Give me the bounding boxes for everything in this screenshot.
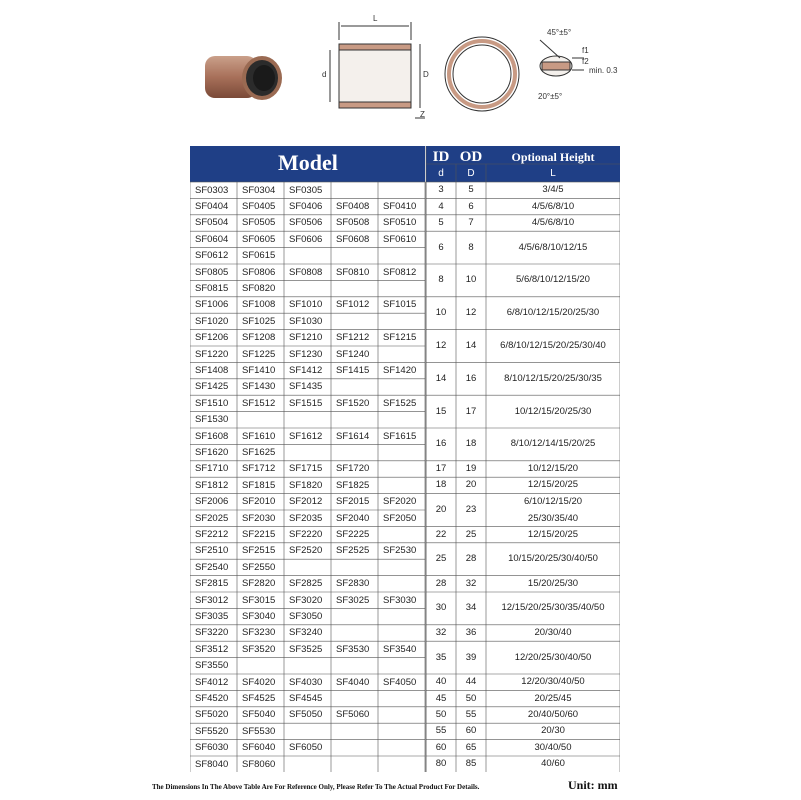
- model-cell: SF1430: [242, 381, 276, 393]
- model-cell: SF1712: [242, 463, 276, 475]
- model-cell: SF4520: [195, 692, 229, 704]
- od-cell: 50: [465, 692, 477, 704]
- model-cell: SF1825: [336, 479, 370, 491]
- id-cell: 40: [435, 676, 447, 688]
- model-cell: SF1410: [242, 364, 276, 376]
- height-cell: 15/20/25/30: [527, 577, 579, 589]
- model-cell: SF0612: [195, 250, 229, 262]
- id-cell: 4: [438, 200, 444, 212]
- od-cell: 23: [465, 504, 477, 515]
- model-cell: SF1210: [289, 332, 323, 344]
- model-cell: SF0805: [195, 266, 229, 278]
- model-cell: SF3015: [242, 594, 276, 606]
- model-cell: SF3020: [289, 594, 323, 606]
- model-cell: SF0305: [289, 184, 323, 196]
- model-cell: SF0510: [383, 217, 417, 229]
- model-cell: SF1608: [195, 430, 229, 442]
- front-view-drawing: [445, 37, 519, 111]
- model-cell: SF5520: [195, 725, 229, 737]
- bushing-drawings: [0, 0, 801, 140]
- model-cell: SF5020: [195, 709, 229, 721]
- dimension-label-L: L: [373, 14, 378, 23]
- model-cell: SF1512: [242, 397, 276, 409]
- height-cell: 20/25/45: [534, 692, 572, 704]
- model-cell: SF0606: [289, 233, 323, 245]
- height-cell: 3/4/5: [542, 184, 564, 196]
- model-cell: SF3512: [195, 643, 229, 655]
- model-cell: SF6040: [242, 742, 276, 754]
- model-cell: SF1215: [383, 332, 417, 344]
- chamfer-angle-bottom: 20°±5°: [538, 92, 563, 101]
- od-cell: 20: [465, 479, 477, 491]
- model-cell: SF1812: [195, 479, 229, 491]
- id-cell: 5: [438, 217, 444, 228]
- model-cell: SF2550: [242, 561, 276, 573]
- model-cell: SF4040: [336, 676, 370, 688]
- od-cell: 8: [468, 241, 474, 253]
- model-cell: SF6050: [289, 742, 323, 754]
- subheader-L: L: [550, 168, 556, 179]
- model-cell: SF3035: [195, 610, 229, 622]
- model-cell: SF4545: [289, 692, 323, 704]
- model-cell: SF0406: [289, 200, 323, 212]
- model-cell: SF0303: [195, 184, 229, 196]
- model-cell: SF1212: [336, 332, 370, 344]
- height-cell: 25/30/35/40: [527, 512, 579, 524]
- od-cell: 28: [465, 553, 477, 565]
- height-cell: 12/15/20/25: [527, 528, 579, 540]
- od-cell: 18: [465, 438, 477, 450]
- model-cell: SF2520: [289, 545, 323, 557]
- model-cell: SF1420: [383, 364, 417, 376]
- model-cell: SF0404: [195, 200, 229, 212]
- chamfer-detail-drawing: [540, 40, 584, 76]
- model-cell: SF2212: [195, 528, 229, 540]
- id-cell: 25: [435, 553, 447, 565]
- model-cell: SF8040: [195, 758, 229, 770]
- model-cell: SF2530: [383, 545, 417, 557]
- model-cell: SF5530: [242, 725, 276, 737]
- model-cell: SF1610: [242, 430, 276, 442]
- od-cell: 17: [465, 405, 477, 417]
- od-cell: 5: [468, 184, 474, 196]
- model-cell: SF1815: [242, 479, 276, 491]
- height-cell: 6/10/12/15/20: [523, 496, 583, 508]
- model-cell: SF0405: [242, 200, 276, 212]
- od-cell: 7: [468, 217, 474, 228]
- height-cell: 10/15/20/25/30/40/50: [508, 553, 598, 565]
- id-cell: 80: [435, 758, 447, 770]
- id-cell: 22: [435, 528, 447, 540]
- model-cell: SF2825: [289, 578, 323, 590]
- model-cell: SF1425: [195, 381, 229, 393]
- model-cell: SF4030: [289, 676, 323, 688]
- model-cell: SF1206: [195, 332, 229, 344]
- model-cell: SF0408: [336, 200, 370, 212]
- model-cell: SF1240: [336, 348, 370, 360]
- model-cell: SF0806: [242, 266, 276, 278]
- model-cell: SF3230: [242, 627, 276, 639]
- height-cell: 5/6/8/10/12/15/20: [516, 274, 590, 286]
- model-cell: SF2030: [242, 512, 276, 524]
- min-thickness-label: min. 0.3: [589, 66, 618, 75]
- height-cell: 20/30/40: [534, 627, 572, 638]
- model-cell: SF8060: [242, 758, 276, 770]
- model-cell: SF1220: [195, 348, 229, 360]
- id-cell: 28: [435, 577, 447, 589]
- model-cell: SF1006: [195, 299, 229, 311]
- id-cell: 20: [435, 504, 447, 515]
- model-cell: SF3525: [289, 643, 323, 655]
- model-cell: SF1208: [242, 332, 276, 344]
- od-cell: 55: [465, 709, 477, 720]
- model-cell: SF1720: [336, 463, 370, 475]
- height-cell: 10/12/15/20/25/30: [514, 405, 592, 417]
- model-cell: SF3540: [383, 643, 417, 655]
- height-cell: 12/15/20/25/30/35/40/50: [501, 602, 605, 614]
- dimension-label-d: d: [322, 70, 327, 79]
- id-cell: 14: [435, 372, 447, 384]
- f1-label: f1: [582, 46, 589, 55]
- model-cell: SF2015: [336, 496, 370, 508]
- header-optional-height: Optional Height: [511, 150, 595, 164]
- footer-note: The Dimensions In The Above Table Are For Reference Only, Please Refer To The Actual Product For Details.: [152, 783, 480, 791]
- model-cell: SF1412: [289, 364, 323, 376]
- drawing-area: [0, 0, 801, 140]
- model-cell: SF0410: [383, 200, 417, 212]
- model-cell: SF4012: [195, 676, 229, 688]
- od-cell: 65: [465, 741, 477, 753]
- od-cell: 32: [465, 577, 477, 589]
- bushing-photo: [205, 56, 282, 100]
- height-cell: 20/30: [541, 725, 565, 737]
- model-cell: SF0508: [336, 217, 370, 229]
- model-cell: SF1225: [242, 348, 276, 360]
- model-cell: SF1435: [289, 381, 323, 393]
- model-cell: SF6030: [195, 742, 229, 754]
- id-cell: 32: [435, 627, 447, 638]
- dimension-label-z: Z: [420, 110, 425, 119]
- model-cell: SF1620: [195, 446, 229, 458]
- model-cell: SF3530: [336, 643, 370, 655]
- header-od: OD: [459, 149, 483, 165]
- od-cell: 36: [465, 627, 477, 638]
- model-cell: SF3050: [289, 610, 323, 622]
- od-cell: 39: [465, 651, 477, 663]
- model-cell: SF4525: [242, 692, 276, 704]
- id-cell: 12: [435, 340, 447, 351]
- model-cell: SF1025: [242, 315, 276, 327]
- model-cell: SF1520: [336, 397, 370, 409]
- model-cell: SF2540: [195, 561, 229, 573]
- model-cell: SF0304: [242, 184, 276, 196]
- model-cell: SF0610: [383, 233, 417, 245]
- height-cell: 8/10/12/14/15/20/25: [510, 438, 596, 450]
- model-cell: SF5060: [336, 709, 370, 721]
- model-cell: SF2515: [242, 545, 276, 557]
- model-cell: SF1710: [195, 463, 229, 475]
- model-cell: SF0506: [289, 217, 323, 229]
- model-cell: SF3012: [195, 594, 229, 606]
- height-cell: 40/60: [541, 758, 565, 770]
- id-cell: 6: [438, 241, 444, 253]
- id-cell: 55: [435, 725, 447, 737]
- id-cell: 17: [435, 463, 447, 474]
- height-cell: 10/12/15/20: [527, 463, 579, 474]
- height-cell: 12/15/20/25: [527, 479, 579, 491]
- model-cell: SF0504: [195, 217, 229, 229]
- od-cell: 25: [465, 528, 477, 540]
- model-cell: SF5040: [242, 709, 276, 721]
- height-cell: 12/20/25/30/40/50: [514, 651, 592, 663]
- f2-label: f2: [582, 57, 589, 66]
- model-cell: SF2035: [289, 512, 323, 524]
- header-model: Model: [278, 150, 338, 175]
- height-cell: 4/5/6/8/10/12/15: [518, 241, 588, 253]
- model-cell: SF4050: [383, 676, 417, 688]
- model-cell: SF1525: [383, 397, 417, 409]
- od-cell: 16: [465, 372, 477, 384]
- model-cell: SF2020: [383, 496, 417, 508]
- model-cell: SF2010: [242, 496, 276, 508]
- od-cell: 34: [465, 602, 477, 614]
- unit-label: Unit: mm: [568, 778, 618, 792]
- model-cell: SF2830: [336, 578, 370, 590]
- model-cell: SF3040: [242, 610, 276, 622]
- model-cell: SF0608: [336, 233, 370, 245]
- model-cell: SF1515: [289, 397, 323, 409]
- id-cell: 10: [435, 307, 447, 319]
- model-cell: SF2815: [195, 578, 229, 590]
- model-cell: SF0820: [242, 282, 276, 294]
- specification-table: [190, 146, 620, 772]
- model-cell: SF1015: [383, 299, 417, 311]
- id-cell: 18: [435, 479, 447, 491]
- id-cell: 60: [435, 741, 447, 753]
- side-view-drawing: [330, 22, 425, 118]
- height-cell: 6/8/10/12/15/20/25/30: [506, 307, 600, 319]
- model-cell: SF3520: [242, 643, 276, 655]
- chamfer-angle-top: 45°±5°: [547, 28, 572, 37]
- model-cell: SF1020: [195, 315, 229, 327]
- model-cell: SF1510: [195, 397, 229, 409]
- height-cell: 4/5/6/8/10: [531, 200, 575, 212]
- id-cell: 50: [435, 709, 447, 720]
- model-cell: SF0812: [383, 266, 417, 278]
- model-cell: SF2225: [336, 528, 370, 540]
- model-cell: SF1530: [195, 414, 229, 426]
- height-cell: 12/20/30/40/50: [521, 676, 585, 688]
- id-cell: 45: [435, 692, 447, 704]
- id-cell: 30: [435, 602, 447, 614]
- od-cell: 6: [468, 200, 474, 212]
- model-cell: SF0810: [336, 266, 370, 278]
- od-cell: 12: [465, 307, 477, 319]
- model-cell: SF1614: [336, 430, 370, 442]
- model-cell: SF2220: [289, 528, 323, 540]
- model-cell: SF0605: [242, 233, 276, 245]
- height-cell: 8/10/12/15/20/25/30/35: [504, 372, 602, 384]
- model-cell: SF1415: [336, 364, 370, 376]
- id-cell: 35: [435, 651, 447, 663]
- model-cell: SF1615: [383, 430, 417, 442]
- od-cell: 60: [465, 725, 477, 737]
- model-cell: SF3220: [195, 627, 229, 639]
- height-cell: 20/40/50/60: [527, 709, 579, 720]
- id-cell: 8: [438, 274, 444, 286]
- model-cell: SF0505: [242, 217, 276, 229]
- model-cell: SF0815: [195, 282, 229, 294]
- model-cell: SF1230: [289, 348, 323, 360]
- model-cell: SF1820: [289, 479, 323, 491]
- model-cell: SF2040: [336, 512, 370, 524]
- model-cell: SF5050: [289, 709, 323, 721]
- od-cell: 19: [465, 463, 477, 474]
- model-cell: SF2215: [242, 528, 276, 540]
- model-cell: SF1012: [336, 299, 370, 311]
- id-cell: 16: [435, 438, 447, 450]
- subheader-d: d: [438, 168, 444, 179]
- model-cell: SF1408: [195, 364, 229, 376]
- model-cell: SF2050: [383, 512, 417, 524]
- model-cell: SF3025: [336, 594, 370, 606]
- model-cell: SF4020: [242, 676, 276, 688]
- model-cell: SF0615: [242, 250, 276, 262]
- model-cell: SF1715: [289, 463, 323, 475]
- id-cell: 3: [438, 184, 444, 196]
- dimension-label-D: D: [423, 70, 429, 79]
- model-cell: SF1010: [289, 299, 323, 311]
- od-cell: 14: [465, 340, 477, 351]
- id-cell: 15: [435, 405, 447, 417]
- header-id: ID: [432, 149, 450, 165]
- model-cell: SF1030: [289, 315, 323, 327]
- height-cell: 4/5/6/8/10: [531, 217, 575, 228]
- subheader-D: D: [467, 168, 475, 179]
- model-cell: SF2525: [336, 545, 370, 557]
- height-cell: 6/8/10/12/15/20/25/30/40: [500, 340, 606, 351]
- model-cell: SF3030: [383, 594, 417, 606]
- od-cell: 85: [465, 758, 477, 770]
- model-cell: SF2006: [195, 496, 229, 508]
- model-cell: SF1008: [242, 299, 276, 311]
- model-cell: SF1625: [242, 446, 276, 458]
- od-cell: 10: [465, 274, 477, 286]
- model-cell: SF1612: [289, 430, 323, 442]
- model-cell: SF2025: [195, 512, 229, 524]
- model-cell: SF2012: [289, 496, 323, 508]
- model-cell: SF3550: [195, 660, 229, 672]
- model-cell: SF0808: [289, 266, 323, 278]
- model-cell: SF0604: [195, 233, 229, 245]
- model-cell: SF2510: [195, 545, 229, 557]
- model-cell: SF3240: [289, 627, 323, 639]
- od-cell: 44: [465, 676, 477, 688]
- height-cell: 30/40/50: [534, 741, 572, 753]
- model-cell: SF2820: [242, 578, 276, 590]
